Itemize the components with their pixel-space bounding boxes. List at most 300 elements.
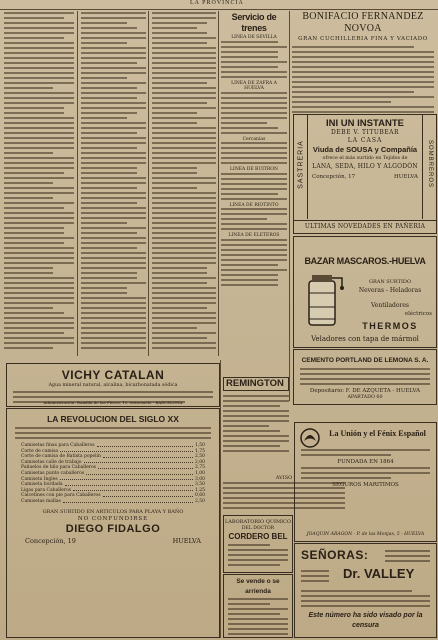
text-line [4,202,74,204]
text-line [81,217,146,219]
text-line [152,172,197,174]
leader-dots [60,449,193,453]
text-line [292,61,434,63]
text-line [152,332,216,334]
text-line [221,193,278,195]
text-line [4,112,64,114]
body-text [221,92,287,134]
text-line [221,264,278,266]
text-line [81,232,137,234]
page-header [0,0,438,10]
text-line [221,173,287,175]
text-line [152,307,207,309]
text-line [221,92,287,94]
text-line [385,555,430,557]
ad-text [228,598,288,638]
text-line [152,222,216,224]
text-line [4,262,74,264]
text-line [81,197,146,199]
text-line [292,76,434,78]
text-line [4,272,53,274]
text-line [301,600,430,602]
price-value: 2,50 [194,454,205,460]
text-line [81,67,146,69]
text-line [152,157,216,159]
text-line [15,427,211,429]
text-line [81,242,146,244]
laboratorio-title: LABORATORIO QUIMICO [224,519,292,525]
body-text [221,173,287,200]
text-line [221,274,278,276]
text-line [228,544,270,546]
text-line [152,37,216,39]
sastreria-ad [293,114,437,234]
fernandez-title: BONIFACIO FERNANDEZ NOVOA [302,11,424,34]
text-line [81,42,127,44]
text-line [221,284,278,286]
text-line [152,52,216,54]
sastreria-name: Viuda de SOUSA y Compañía [312,145,418,154]
text-line [221,97,287,99]
text-line [81,307,146,309]
text-line [4,332,64,334]
text-line [4,222,74,224]
text-line [81,37,146,39]
text-line [81,252,146,254]
text-line [4,137,74,139]
price-label: Camiseta bordada [21,482,63,488]
text-line [223,415,289,417]
train-line-heading: LINEA DE BUITRON [230,167,278,172]
body-text [4,12,74,352]
text-line [301,449,430,451]
sastreria-body [308,118,422,182]
bazar-thermos: THERMOS [362,321,418,331]
text-line [152,17,216,19]
text-line [221,46,287,48]
text-line [4,82,74,84]
text-line [81,27,137,29]
price-value: 0,60 [194,493,205,499]
text-line [228,598,288,600]
text-line [152,297,216,299]
text-column-2 [81,12,146,354]
ad-text [301,590,430,610]
bazar-line3: Ventiladores [371,302,409,309]
text-line [152,237,216,239]
text-line [81,212,146,214]
text-line [81,332,146,334]
text-line [292,101,391,103]
text-line [4,12,74,14]
train-line-heading: Cercanías [242,136,266,142]
text-line [4,72,74,74]
laboratorio-name: CORDERO BEL [228,532,288,541]
text-line [81,302,146,304]
text-line [4,182,53,184]
text-line [221,61,287,63]
text-line [4,172,64,174]
text-line [81,137,146,139]
text-line [81,47,146,49]
text-line [81,202,137,204]
text-line [81,147,137,149]
text-line [223,420,289,422]
text-line [81,192,146,194]
text-line [81,272,137,274]
train-line-heading: LINEA DE ZAFRA A HUELVA [231,80,277,91]
text-line [4,147,74,149]
vichy-title: VICHY CATALAN [61,368,165,382]
text-line [15,432,211,434]
text-line [4,287,74,289]
text-line [152,27,197,29]
text-line [81,297,146,299]
valley-ad [294,543,437,638]
train-line-heading: LINEA DE ELETEROS [228,233,280,238]
valley-bottom: Este número ha sido visado por la censura [308,612,423,629]
se-vende-ad [223,574,293,638]
text-line [4,327,74,329]
text-line [301,570,329,572]
price-value: 1,25 [194,487,205,493]
text-line [152,72,216,74]
text-line [4,217,74,219]
text-line [81,342,146,344]
text-line [81,167,137,169]
leader-dots [97,443,193,447]
ice-cream-maker-icon [300,273,344,331]
text-line [221,239,287,241]
text-line [221,254,287,256]
text-line [152,107,216,109]
leader-dots [65,482,193,486]
text-line [81,222,127,224]
sastreria-sub: DEBE V. TITUBEAR [330,129,400,136]
text-line [221,132,287,134]
text-line [81,312,146,314]
leader-dots [103,493,193,497]
text-line [221,41,278,43]
text-line [152,142,216,144]
text-line [223,445,280,447]
text-line [152,337,207,339]
text-line [152,312,216,314]
se-vende-title: Se vende o se arrienda [236,578,280,595]
text-line [221,127,278,129]
price-label: Corte de camisa [21,448,59,454]
text-line [301,575,329,577]
price-label: Camisetas punto caballeros [21,470,85,476]
ad-text [385,550,430,565]
text-line [81,157,146,159]
text-line [152,247,216,249]
text-line [81,172,137,174]
text-line [152,102,207,104]
text-line [4,152,53,154]
text-line [4,47,74,49]
text-line [81,57,146,59]
text-line [228,564,280,566]
ad-text [301,467,430,479]
text-line [223,405,280,407]
text-line [221,122,267,124]
text-line [152,97,216,99]
fernandez-subtitle: GRAN CUCHILLERIA FINA Y VACIADO [298,36,428,42]
text-line [81,227,146,229]
leader-dots [103,454,193,458]
valley-title: SEÑORAS: [301,548,369,562]
sastreria-address: Concepción, 17 [312,174,356,180]
text-line [221,152,287,154]
text-line [81,322,146,324]
text-line [4,157,74,159]
text-line [4,17,64,19]
sastreria-offer: ofrece el más surtido en Tejidos de [322,156,408,161]
text-line [4,22,74,24]
price-label: Ligas para Caballeros [21,487,71,493]
vichy-ad [6,363,220,407]
text-line [221,249,287,251]
ad-text [300,368,430,385]
text-line [301,605,430,607]
text-line [221,107,287,109]
text-line [152,92,216,94]
price-label: Camiseta Ingles [21,476,58,482]
leader-dots [98,465,193,469]
text-line [4,32,74,34]
text-line [4,77,74,79]
text-line [152,342,216,344]
paper-name: LA PROVINCIA [190,0,244,6]
text-line [152,22,207,24]
revolucion-address-row [7,536,219,546]
text-line [152,127,216,129]
price-value: 2,75 [194,465,205,471]
price-value: 2,00 [194,459,205,465]
text-line [152,192,216,194]
text-line [301,454,391,456]
text-line [4,252,74,254]
leader-dots [84,460,193,464]
text-line [221,183,287,185]
text-line [221,259,287,261]
leader-dots [63,499,193,503]
text-line [152,152,216,154]
revolucion-title: LA REVOLUCION DEL SIGLO XX [47,414,179,424]
train-line-heading: LINEA DE RIOTINTO [229,202,279,208]
revolucion-subtitle: GRAN SURTIDO EN ARTICULOS PARA PLAYA Y BAÑO [42,508,184,515]
price-value: 1,00 [194,470,205,476]
text-line [81,77,127,79]
phoenix-emblem-icon [299,427,321,449]
text-line [152,57,216,59]
text-line [300,383,430,385]
text-line [81,87,137,89]
vichy-subtitle: Agua mineral natural, alcalina, bicarbonatada sódica [48,383,178,388]
text-line [81,117,127,119]
leader-dots [86,471,193,475]
ad-text [15,427,211,439]
text-line [221,117,287,119]
valley-name: Dr. VALLEY [343,566,415,581]
price-value: 3,50 [194,482,205,488]
text-line [81,347,146,349]
price-label: Calcetines con pie para Caballeros [21,493,101,499]
column-rule [218,11,219,356]
text-line [292,106,434,108]
text-line [81,62,137,64]
text-line [152,147,216,149]
sastreria-side-label: SASTRERIA [297,140,305,189]
text-line [4,337,74,339]
fernandez-ad [292,11,434,113]
text-line [4,162,74,164]
column-rule [148,11,149,356]
text-line [4,187,74,189]
leader-dots [60,477,193,481]
text-line [223,450,289,452]
text-line [152,187,197,189]
text-line [81,72,146,74]
bazar-ad [293,236,437,348]
text-column-3 [152,12,216,354]
text-line [81,262,146,264]
text-line [223,430,280,432]
laboratorio-subtitle: DEL DOCTOR [241,526,275,531]
text-line [81,237,146,239]
text-line [4,167,74,169]
train-line-heading: LINEA DE SEVILLA [231,35,277,40]
text-line [152,202,216,204]
text-line [223,435,289,437]
text-line [223,410,289,412]
text-line [228,603,270,605]
text-line [81,22,127,24]
text-line [152,227,216,229]
text-line [152,212,216,214]
text-line [81,92,146,94]
text-line [4,67,74,69]
train-schedule [221,12,287,362]
text-line [4,122,74,124]
bazar-line4: eléctricos [404,311,432,317]
text-line [4,302,74,304]
price-list [21,443,205,505]
body-text [221,239,287,286]
text-line [221,71,287,73]
bazar-body [348,279,432,332]
text-line [81,52,146,54]
text-line [81,187,137,189]
text-line [152,217,216,219]
text-line [152,132,216,134]
text-line [4,317,74,319]
text-line [81,182,146,184]
revolucion-ad [6,408,220,638]
sastreria-side [294,115,308,219]
text-line [152,327,197,329]
text-line [152,112,197,114]
text-line [221,279,278,281]
text-line [221,162,287,164]
seguro-agent: JOAQUIN ARAGON - P. de las Monjas, 5 - HUELVA [306,532,425,537]
seguro-title: La Unión y el Fénix Español [329,429,426,438]
text-line [81,142,146,144]
text-line [152,122,197,124]
text-line [300,373,430,375]
text-line [81,32,146,34]
cemento-ad [293,349,437,405]
leader-dots [73,488,193,492]
text-line [221,102,287,104]
revolucion-owner: DIEGO FIDALGO [65,522,161,535]
text-line [221,244,287,246]
price-label: Corte de camisa de Batista popelín [21,454,101,460]
text-line [13,391,213,393]
ad-text [301,449,430,456]
text-line [221,269,287,271]
text-line [152,77,216,79]
seguro-ad [294,422,437,542]
revolucion-noconf: NO CONFUNDIRSE [77,515,149,522]
revolucion-city: HUELVA [172,536,201,545]
text-line [81,337,146,339]
column-rule [77,11,78,356]
text-line [152,162,216,164]
text-line [81,292,127,294]
text-line [81,122,146,124]
price-label: Camisetas finas para Caballeros [21,443,95,448]
bazar-line2: Neveras - Heladoras [358,287,422,294]
text-line [4,342,74,344]
text-line [4,57,74,59]
text-line [228,618,288,620]
text-line [223,425,269,427]
ad-text [301,570,341,585]
cemento-apartado: APARTADO 60 [347,395,383,400]
text-line [301,595,430,597]
price-row [21,499,205,505]
text-line [152,232,216,234]
text-line [4,42,74,44]
text-line [4,27,74,29]
text-line [4,322,74,324]
text-line [81,152,146,154]
sastreria-city: HUELVA [393,174,418,180]
text-line [152,272,207,274]
price-value: 3,00 [194,476,205,482]
sastreria-address-row [308,172,422,182]
ad-text [292,46,434,113]
text-line [81,282,146,284]
text-line [81,127,146,129]
body-text [81,12,146,352]
text-line [152,177,216,179]
text-line [81,97,137,99]
text-line [4,52,74,54]
text-line [4,212,74,214]
text-line [152,47,216,49]
text-line [300,368,430,370]
text-line [4,177,74,179]
text-line [301,477,391,479]
text-line [292,111,434,113]
text-line [300,378,430,380]
body-text [221,142,287,164]
text-line [81,162,146,164]
text-line [15,437,211,439]
